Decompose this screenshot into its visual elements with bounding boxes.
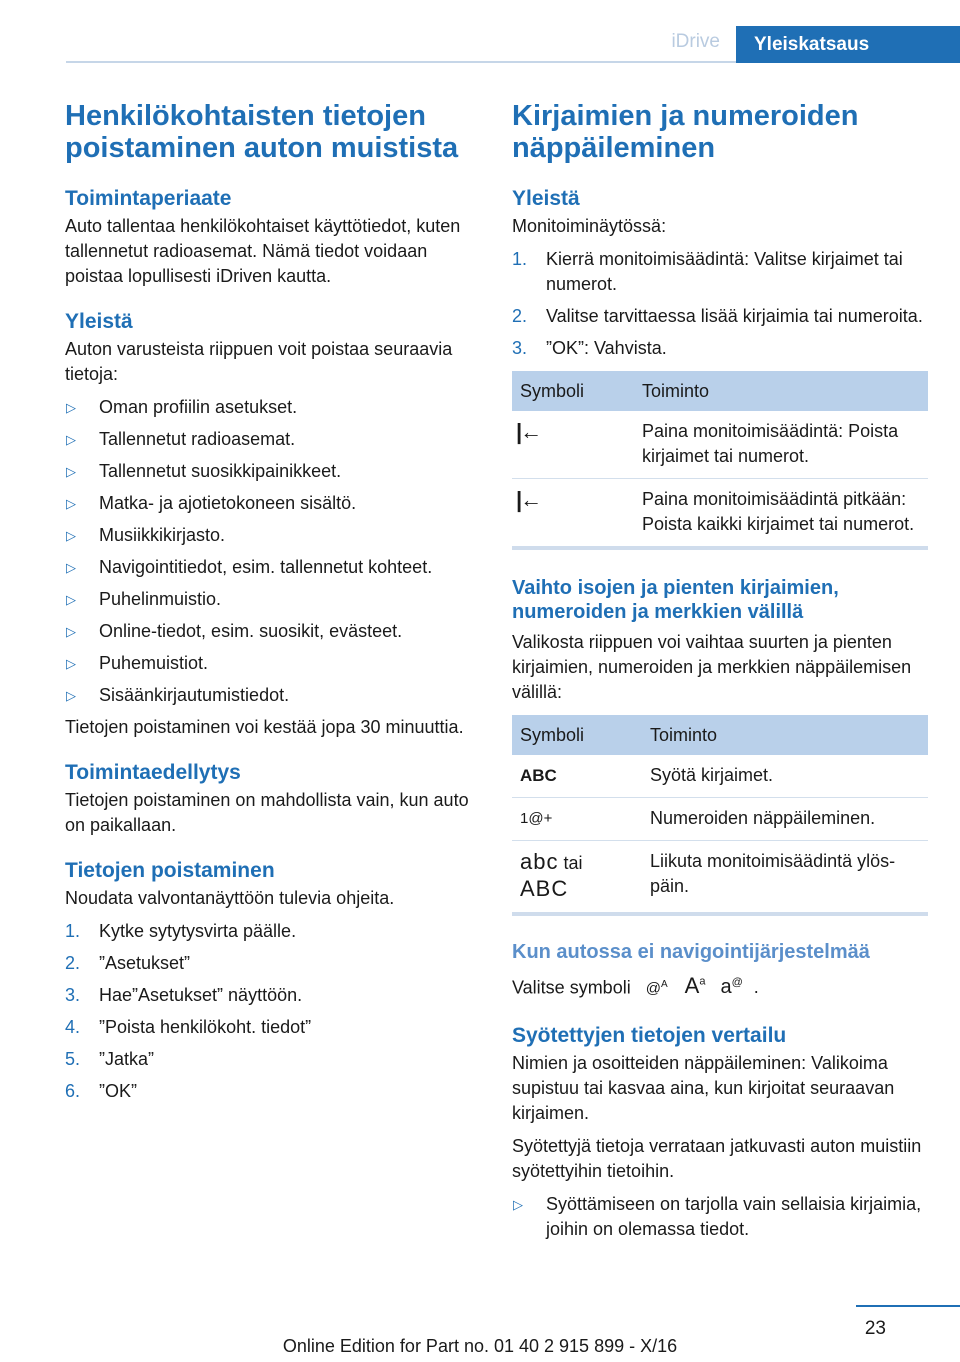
- table-header: Symboli: [512, 371, 634, 411]
- list-item: ▷ Navigointitiedot, esim. tallennetut kohteet.: [65, 555, 475, 580]
- table-header: Toiminto: [634, 371, 928, 411]
- paragraph: Nimien ja osoitteiden näppäileminen: Valikoima supistuu tai kasvaa aina, kun kirjoitat seuraavan kirjaimen.: [512, 1053, 895, 1124]
- paragraph: Tietojen poistaminen voi kestää jopa 30 minuuttia.: [65, 717, 464, 737]
- bullet-list: [512, 1192, 928, 1242]
- paragraph: Auton varusteista riippuen voit poistaa seuraavia tietoja:: [65, 339, 453, 384]
- a-at-icon: a@: [720, 976, 743, 999]
- triangle-bullet-icon: ▷: [66, 592, 76, 607]
- page-header: [0, 26, 960, 62]
- table-row: [512, 841, 928, 915]
- table-header-row: [512, 371, 928, 411]
- table-row: [512, 755, 928, 798]
- backspace-icon: |←: [512, 479, 634, 549]
- triangle-bullet-icon: ▷: [66, 400, 76, 415]
- table-row: [512, 411, 928, 479]
- paragraph: Syötettyjä tietoja verrataan jatkuvasti auton muistiin syötettyihin tietoihin.: [512, 1136, 922, 1182]
- list-item: ▷ Puhelinmuistio.: [65, 587, 475, 612]
- lowercase-letters-icon: abc: [520, 849, 559, 874]
- list-item: ▷ Musiikkikirjasto.: [65, 523, 475, 548]
- list-item: 1. Kytke sytytysvirta päälle.: [65, 921, 297, 941]
- paragraph: Monitoiminäytössä:: [512, 216, 667, 236]
- paragraph: Tietojen poistaminen on mahdollista vain, kun auto on paikallaan.: [65, 790, 469, 835]
- triangle-bullet-icon: ▷: [66, 464, 76, 479]
- table-row: [512, 479, 928, 549]
- A-a-icon: $A^a$: [684, 973, 706, 999]
- section-heading: Toimintaperiaate: [65, 187, 232, 210]
- triangle-bullet-icon: ▷: [66, 624, 76, 639]
- triangle-bullet-icon: ▷: [66, 688, 76, 703]
- section-heading: Yleistä: [512, 187, 580, 210]
- list-item: ▷ Syöttämiseen on tarjolla vain sellaisia kirjaimia, joihin on olemassa tiedot.: [513, 1194, 922, 1240]
- uppercase-letters-icon: ABC: [520, 876, 569, 901]
- triangle-bullet-icon: ▷: [66, 656, 76, 671]
- header-section: iDrive: [671, 31, 720, 52]
- list-item: 3. ”OK”: Vahvista.: [512, 338, 667, 358]
- list-item: 1. Kierrä monitoimisäädintä: Valitse kirjaimet tai numerot.: [512, 249, 903, 294]
- list-item: 5. ”Jatka”: [65, 1049, 155, 1069]
- section-heading: Vaihto isojen ja pienten kirjaimien, numeroiden ja merkkien välillä: [512, 577, 839, 623]
- page-number-rule: [856, 1305, 960, 1307]
- paragraph: Valikosta riippuen voi vaihtaa suurten ja pienten kirjaimien, numeroiden ja merkkien näppäilemisen välillä:: [512, 632, 912, 702]
- list-item: ▷ Online-tiedot, esim. suosikit, evästeet.: [65, 619, 475, 644]
- triangle-bullet-icon: ▷: [66, 560, 76, 575]
- bullet-list: [65, 395, 475, 708]
- table-cell: Paina monitoimisäädintä: Poista kirjaimet tai numerot.: [634, 411, 928, 479]
- section-heading: Toimintaedellytys: [65, 761, 241, 784]
- table-header-row: [512, 715, 928, 755]
- section-heading: Kun autossa ei navigointijärjestelmää: [512, 941, 870, 963]
- uppercase-letters-icon: ABC: [512, 755, 642, 798]
- list-item: 4. ”Poista henkilökoht. tiedot”: [65, 1017, 312, 1037]
- table-cell-text: tai: [563, 853, 583, 873]
- list-item: 3. Hae”Asetukset” näyttöön.: [65, 985, 303, 1005]
- list-item: ▷ Tallennetut radioasemat.: [65, 427, 475, 452]
- left-column: [65, 100, 475, 1111]
- header-chapter-tab: Yleiskatsaus: [736, 26, 960, 63]
- footer-edition: Online Edition for Part no. 01 40 2 915 899 - X/16: [282, 1336, 678, 1356]
- list-item: ▷ Sisäänkirjautumistiedot.: [65, 683, 475, 708]
- list-item: ▷ Oman profiilin asetukset.: [65, 395, 475, 420]
- list-item: 2. Valitse tarvittaessa lisää kirjaimia tai numeroita.: [512, 306, 923, 326]
- table-cell: Syötä kirjaimet.: [642, 755, 928, 798]
- table-row: [512, 798, 928, 841]
- at-A-icon: @$^A$: [645, 979, 668, 998]
- triangle-bullet-icon: ▷: [513, 1197, 523, 1213]
- numbered-list: [512, 247, 928, 361]
- paragraph: Auto tallentaa henkilökohtaiset käyttötiedot, kuten tallennetut radioasemat. Nämä tiedot voidaan poistaa lopullisesti iDriven kautta.: [65, 216, 461, 286]
- numbers-symbols-icon: 1@+: [512, 798, 642, 841]
- list-item: 6. ”OK”: [65, 1081, 137, 1101]
- triangle-bullet-icon: ▷: [66, 496, 76, 511]
- table-cell: Paina monitoimisäädintä pitkään: Poista kaikki kirjaimet tai numerot.: [634, 479, 928, 549]
- left-title: Henkilökohtaisten tietojen poistaminen auton muistista: [65, 100, 459, 164]
- table-header: Symboli: [512, 715, 642, 755]
- table-cell: [512, 841, 642, 915]
- numbered-list: [65, 919, 475, 1104]
- paragraph: Noudata valvontanäyttöön tulevia ohjeita.: [65, 888, 395, 908]
- list-item: 2. ”Asetukset”: [65, 953, 191, 973]
- section-heading: Tietojen poistaminen: [65, 859, 275, 882]
- backspace-icon: |←: [512, 411, 634, 479]
- list-item: ▷ Tallennetut suosikkipainikkeet.: [65, 459, 475, 484]
- triangle-bullet-icon: ▷: [66, 528, 76, 543]
- page-number: 23: [864, 1318, 886, 1339]
- section-heading: Syötettyjen tietojen vertailu: [512, 1024, 787, 1048]
- table-cell: Numeroiden näppäileminen.: [642, 798, 928, 841]
- list-item: ▷ Puhemuistiot.: [65, 651, 475, 676]
- right-column: [512, 100, 928, 1249]
- symbol-table: [512, 715, 928, 916]
- list-item: ▷ Matka- ja ajotietokoneen sisältö.: [65, 491, 475, 516]
- table-header: Toiminto: [642, 715, 928, 755]
- right-title: Kirjaimien ja numeroiden näppäileminen: [512, 100, 859, 164]
- paragraph: Valitse symboli @$^A$ $A^a$ a@ .: [512, 973, 759, 999]
- symbol-table: [512, 371, 928, 550]
- triangle-bullet-icon: ▷: [66, 432, 76, 447]
- table-cell: Liikuta monitoimisäädintä ylöspäin.: [642, 841, 928, 915]
- section-heading: Yleistä: [65, 310, 133, 333]
